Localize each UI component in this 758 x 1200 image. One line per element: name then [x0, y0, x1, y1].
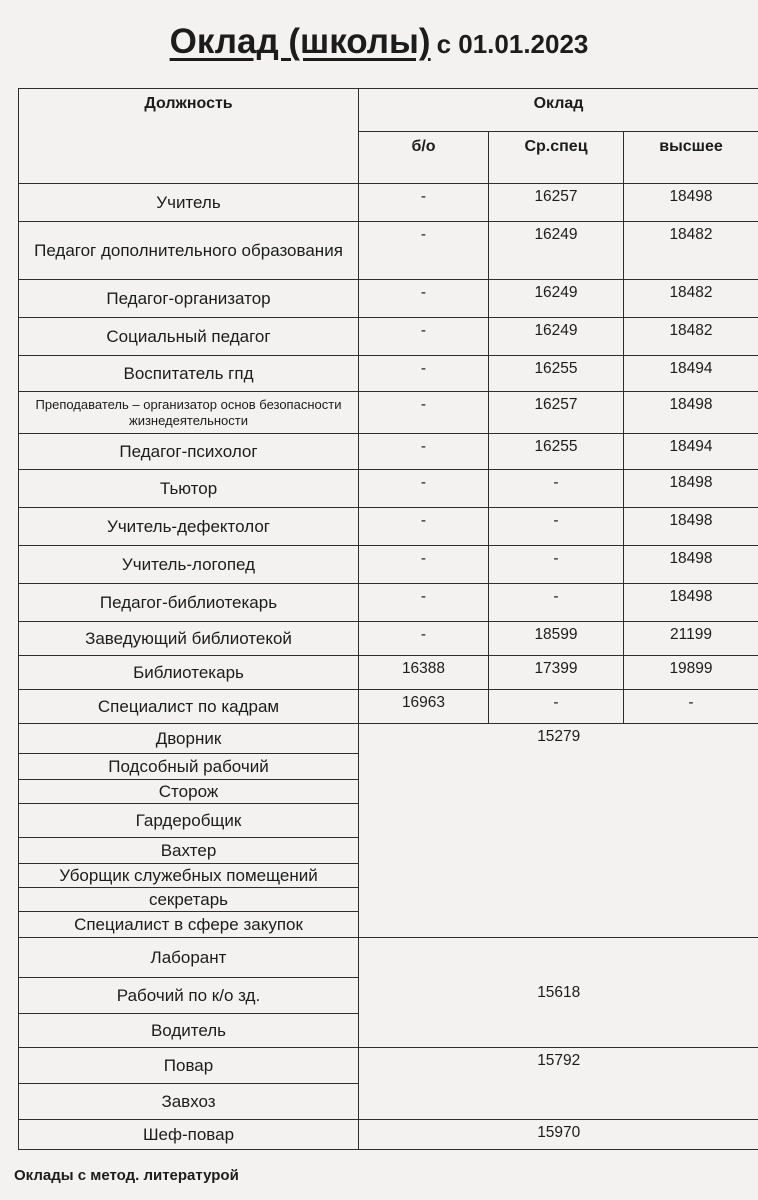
salary-sr-spec: 18599: [489, 622, 624, 656]
position-name: Библиотекарь: [19, 656, 359, 690]
table-row: [19, 280, 758, 318]
salary-sr-spec: 16249: [489, 280, 624, 318]
position-name: Уборщик служебных помещений: [19, 864, 359, 888]
group-salary: 15970: [359, 1120, 758, 1150]
salary-bo: -: [359, 584, 489, 622]
table-row: [19, 584, 758, 622]
position-name: Лаборант: [19, 938, 359, 978]
position-name: секретарь: [19, 888, 359, 912]
position-name: Педагог-организатор: [19, 280, 359, 318]
salary-higher: -: [624, 690, 758, 724]
salary-higher: 18498: [624, 184, 758, 222]
salary-sr-spec: 16249: [489, 318, 624, 356]
salary-higher: 18494: [624, 434, 758, 470]
salary-higher: 18482: [624, 222, 758, 280]
salary-higher: 21199: [624, 622, 758, 656]
position-name: Специалист по кадрам: [19, 690, 359, 724]
salary-sr-spec: 16257: [489, 392, 624, 434]
salary-sr-spec: 16257: [489, 184, 624, 222]
position-name: Шеф-повар: [19, 1120, 359, 1150]
position-name: Специалист в сфере закупок: [19, 912, 359, 938]
salary-bo: -: [359, 622, 489, 656]
salary-higher: 18498: [624, 508, 758, 546]
table-row: [19, 222, 758, 280]
position-name: Повар: [19, 1048, 359, 1084]
salary-higher: 18498: [624, 392, 758, 434]
header-bo: б/о: [359, 132, 489, 184]
table-row: [19, 392, 758, 434]
salary-bo: -: [359, 546, 489, 584]
table-row: [19, 434, 758, 470]
salary-sr-spec: -: [489, 584, 624, 622]
group-salary: 15618: [359, 938, 758, 1048]
salary-higher: 18494: [624, 356, 758, 392]
position-name: Преподаватель – организатор основ безопасности жизнедеятельности: [19, 392, 359, 434]
table-row: [19, 656, 758, 690]
table-row: [19, 724, 758, 754]
salary-higher: 19899: [624, 656, 758, 690]
salary-bo: 16388: [359, 656, 489, 690]
group-salary: 15279: [359, 724, 758, 938]
salary-higher: 18498: [624, 470, 758, 508]
salary-bo: -: [359, 280, 489, 318]
table-row: [19, 318, 758, 356]
position-name: Заведующий библиотекой: [19, 622, 359, 656]
position-name: Педагог дополнительного образования: [19, 222, 359, 280]
table-row: [19, 184, 758, 222]
footnote: Оклады с метод. литературой: [14, 1167, 239, 1184]
table-row: [19, 1048, 758, 1084]
header-position: Должность: [19, 89, 359, 184]
position-name: Социальный педагог: [19, 318, 359, 356]
salary-sr-spec: -: [489, 470, 624, 508]
group-salary: 15792: [359, 1048, 758, 1120]
salary-bo: -: [359, 470, 489, 508]
salary-table: [18, 88, 758, 1150]
salary-higher: 18482: [624, 280, 758, 318]
position-name: Тьютор: [19, 470, 359, 508]
salary-bo: 16963: [359, 690, 489, 724]
title-date: с 01.01.2023: [436, 29, 589, 59]
position-name: Учитель-логопед: [19, 546, 359, 584]
salary-bo: -: [359, 356, 489, 392]
salary-higher: 18498: [624, 546, 758, 584]
table-row: [19, 938, 758, 978]
salary-bo: -: [359, 434, 489, 470]
page-title: [0, 22, 758, 62]
salary-higher: 18482: [624, 318, 758, 356]
salary-sr-spec: -: [489, 546, 624, 584]
position-name: Учитель-дефектолог: [19, 508, 359, 546]
table-row: [19, 690, 758, 724]
table-row: [19, 508, 758, 546]
table-row: [19, 356, 758, 392]
title-main: Оклад (школы): [169, 22, 431, 61]
position-name: Учитель: [19, 184, 359, 222]
salary-bo: -: [359, 508, 489, 546]
position-name: Водитель: [19, 1014, 359, 1048]
position-name: Сторож: [19, 780, 359, 804]
salary-bo: -: [359, 318, 489, 356]
header-higher: высшее: [624, 132, 758, 184]
table-row: [19, 470, 758, 508]
salary-bo: -: [359, 222, 489, 280]
position-name: Педагог-психолог: [19, 434, 359, 470]
salary-higher: 18498: [624, 584, 758, 622]
salary-sr-spec: -: [489, 690, 624, 724]
position-name: Подсобный рабочий: [19, 754, 359, 780]
table-row: [19, 1120, 758, 1150]
salary-bo: -: [359, 392, 489, 434]
position-name: Воспитатель гпд: [19, 356, 359, 392]
salary-sr-spec: -: [489, 508, 624, 546]
salary-sr-spec: 16249: [489, 222, 624, 280]
position-name: Педагог-библиотекарь: [19, 584, 359, 622]
salary-sr-spec: 16255: [489, 356, 624, 392]
position-name: Вахтер: [19, 838, 359, 864]
position-name: Рабочий по к/о зд.: [19, 978, 359, 1014]
salary-sr-spec: 16255: [489, 434, 624, 470]
salary-sr-spec: 17399: [489, 656, 624, 690]
header-salary: Оклад: [359, 89, 758, 132]
position-name: Завхоз: [19, 1084, 359, 1120]
salary-bo: -: [359, 184, 489, 222]
table-row: [19, 546, 758, 584]
position-name: Дворник: [19, 724, 359, 754]
table-row: [19, 622, 758, 656]
header-sr-spec: Ср.спец: [489, 132, 624, 184]
position-name: Гардеробщик: [19, 804, 359, 838]
